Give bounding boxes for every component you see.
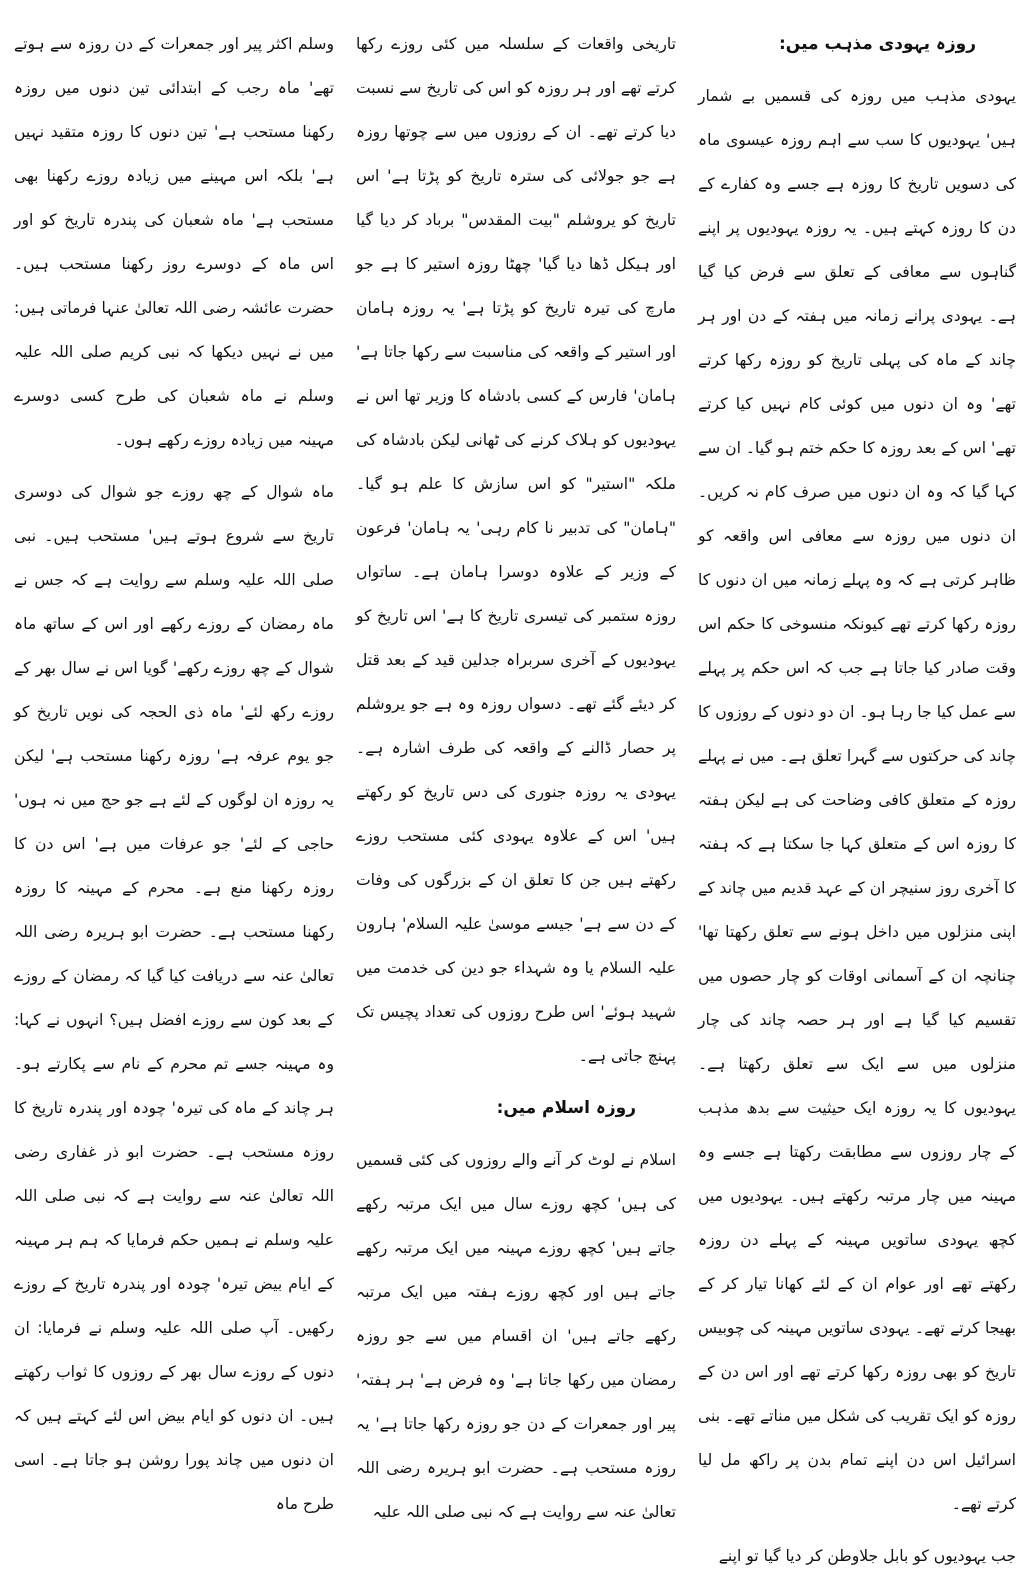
column-right bbox=[698, 22, 1016, 1565]
paragraph-judaism-1: یہودی مذہب میں روزہ کی قسمیں بے شمار ہیں' یہودیوں کا سب سے اہم روزہ عیسوی ماہ کی دسویں تاریخ کا روزہ ہے جسے وہ کفارے کے دن کا روزہ کہتے ہیں۔ یہ روزہ یہودیوں پر اپنے گناہوں سے معافی کے تعلق سے فرض کیا گیا ہے۔ یہودی پرانے زمانہ میں ہفتہ کے دن اور ہر چاند کے ماہ کی پہلی تاریخ کو روزہ رکھا کرتے تھے' وہ ان دنوں میں کوئی کام نہیں کیا کرتے تھے' اس کے بعد روزہ کا حکم ختم ہو گیا۔ ان سے کہا گیا کہ وہ ان دنوں میں صرف کام نہ کریں۔ ان دنوں میں روزہ سے معافی اس واقعہ کو ظاہر کرتی ہے کہ وہ پہلے زمانہ میں ان دنوں کا روزہ رکھا کرتے تھے کیونکہ منسوخی کا حکم اس وقت صادر کیا جاتا ہے جب کہ اس حکم پر پہلے سے عمل کیا جا رہا ہو۔ ان دو دنوں کے روزوں کا چاند کی حرکتوں سے گہرا تعلق ہے۔ میں نے پہلے روزہ کے متعلق کافی وضاحت کی ہے لیکن ہفتہ کا روزہ اس کے متعلق کہا جا سکتا ہے کہ ہفتہ کا آخری روز سنیچر ان کے عہد قدیم میں چاند کے اپنی منزلوں میں داخل ہونے سے تعلق رکھتا تھا' چنانچہ ان کے آسمانی اوقات کو چار حصوں میں تقسیم کیا گیا ہے اور ہر حصہ چاند کی چار منزلوں میں سے ایک سے تعلق رکھتا ہے۔ یہودیوں کا یہ روزہ ایک حیثیت سے بدھ مذہب کے چار روزوں سے مطابقت رکھتا ہے جسے وہ مہینہ میں چار مرتبہ رکھتے ہیں۔ یہودیوں میں کچھ یہودی ساتویں مہینہ کے پہلے دن روزہ رکھتے تھے اور عوام ان کے لئے کھانا تیار کر کے بھیجا کرتے تھے۔ یہودی ساتویں مہینہ کی چوبیس تاریخ کو بھی روزہ رکھا کرتے تھے اور اس دن کے روزہ کو ایک تقریب کی شکل میں مناتے تھے۔ بنی اسرائیل اس دن اپنے تمام بدن پر راکھ مل لیا کرتے تھے۔ bbox=[698, 87, 1016, 1513]
paragraph-monthly-fasts: وسلم اکثر پیر اور جمعرات کے دن روزہ سے ہوتے تھے' ماہ رجب کے ابتدائی تین دنوں میں روزہ رکھنا مستحب ہے' تین دنوں کا روزہ متقید نہیں ہے' بلکہ اس مہینے میں زیادہ روزے رکھنا بھی مستحب ہے' ماہ شعبان کی پندرہ تاریخ کو اور اس ماہ کے دوسرے روز رکھنا مستحب ہیں۔ حضرت عائشہ رضی اللہ تعالیٰ عنہا فرماتی ہیں: میں نے نہیں دیکھا کہ نبی کریم صلی اللہ علیہ وسلم نے ماہ شعبان کی طرح کسی دوسرے مہینہ میں زیادہ روزے رکھے ہوں۔ bbox=[14, 35, 334, 449]
paragraph-judaism-2: جب یہودیوں کو بابل جلاوطن کر دیا گیا تو اپنے bbox=[718, 1547, 1016, 1565]
heading-judaism-fasting: روزہ یہودی مذہب میں: bbox=[778, 34, 976, 54]
column-left bbox=[14, 22, 334, 1513]
heading-islam-fasting: روزہ اسلام میں: bbox=[496, 1098, 636, 1118]
paragraph-shawwal-fasts: ماہ شوال کے چھ روزے جو شوال کی دوسری تاریخ سے شروع ہوتے ہیں' مستحب ہیں۔ نبی صلی اللہ علیہ وسلم سے روایت ہے کہ جس نے ماہ رمضان کے روزے رکھے اور اس کے ساتھ ماہ شوال کے چھ روزے رکھے' گویا اس نے سال بھر کے روزے رکھ لئے' ماہ ذی الحجہ کی نویں تاریخ کو جو یوم عرفہ ہے' روزہ رکھنا مستحب ہے' لیکن یہ روزہ ان لوگوں کے لئے ہے جو حج میں نہ ہوں' حاجی کے لئے' جو عرفات میں ہے' اس دن کا روزہ رکھنا منع ہے۔ محرم کے مہینہ کا روزہ رکھنا مستحب ہے۔ حضرت ابو ہریرہ رضی اللہ تعالیٰ عنہ سے دریافت کیا گیا کہ رمضان کے روزے کے بعد کون سے روزے افضل ہیں؟ انہوں نے کہا: وہ مہینہ جسے تم محرم کے نام سے پکارتے ہو۔ ہر چاند کے ماہ کی تیرہ' چودہ اور پندرہ تاریخ کا روزہ مستحب ہے۔ حضرت ابو ذر غفاری رضی اللہ تعالیٰ عنہ سے روایت ہے کہ نبی صلی اللہ علیہ وسلم نے ہمیں حکم فرمایا کہ ہم ہر مہینہ کے ایام بیض تیرہ' چودہ اور پندرہ تاریخ کے روزے رکھیں۔ آپ صلی اللہ علیہ وسلم نے فرمایا: ان دنوں کے روزے سال بھر کے روزوں کا ثواب رکھتے ہیں۔ ان دنوں کو ایام بیض اس لئے کہتے ہیں کہ ان دنوں میں چاند پورا روشن ہو جاتا ہے۔ اسی طرح ماہ bbox=[14, 483, 334, 1513]
paragraph-islam-1: اسلام نے لوٹ کر آنے والے روزوں کی کئی قسمیں کی ہیں' کچھ روزے سال میں ایک مرتبہ رکھے جاتے ہیں' کچھ روزے مہینہ میں ایک مرتبہ رکھے جاتے ہیں اور کچھ روزے ہفتہ میں ایک مرتبہ رکھے جاتے ہیں' ان اقسام میں سے جو روزہ رمضان میں رکھا جاتا ہے' وہ فرض ہے' ہر ہفتہ' پیر اور جمعرات کے دن جو روزہ رکھا جاتا ہے' یہ روزہ مستحب ہے۔ حضرت ابو ہریرہ رضی اللہ تعالیٰ عنہ سے روایت ہے کہ نبی صلی اللہ علیہ bbox=[356, 1151, 676, 1521]
column-middle bbox=[356, 22, 676, 1521]
paragraph-history-fasts: تاریخی واقعات کے سلسلہ میں کئی روزے رکھا کرتے تھے اور ہر روزہ کو اس کی تاریخ سے نسبت دیا کرتے تھے۔ ان کے روزوں میں سے چوتھا روزہ ہے جو جولائی کی سترہ تاریخ کو پڑتا ہے' اس تاریخ کو یروشلم "بیت المقدس" برباد کر دیا گیا اور ہیکل ڈھا دیا گیا' چھٹا روزہ استیر کا ہے جو مارچ کی تیرہ تاریخ کو پڑتا ہے' یہ روزہ ہامان اور استیر کے واقعہ کی مناسبت سے رکھا جاتا ہے' ہامان' فارس کے کسی بادشاہ کا وزیر تھا اس نے یہودیوں کو ہلاک کرنے کی ٹھانی لیکن بادشاہ کی ملکہ "استیر" کو اس سازش کا علم ہو گیا۔ "ہامان" کی تدبیر نا کام رہی' یہ ہامان' فرعون کے وزیر کے علاوہ دوسرا ہامان ہے۔ ساتواں روزہ ستمبر کی تیسری تاریخ کا ہے' اس تاریخ کو یہودیوں کے آخری سربراہ جدلین قید کے بعد قتل کر دیئے گئے تھے۔ دسواں روزہ وہ ہے جو یروشلم پر حصار ڈالنے کے واقعہ کی طرف اشارہ ہے۔ یہودی یہ روزہ جنوری کی دس تاریخ کو رکھتے ہیں' اس کے علاوہ یہودی کئی مستحب روزے رکھتے ہیں جن کا تعلق ان کے بزرگوں کی وفات کے دن سے ہے' جیسے موسیٰ علیہ السلام' ہارون علیہ السلام یا وہ شہداء جو دین کی خدمت میں شہید ہوئے' اس طرح روزوں کی تعداد پچیس تک پہنچ جاتی ہے۔ bbox=[356, 35, 676, 1065]
